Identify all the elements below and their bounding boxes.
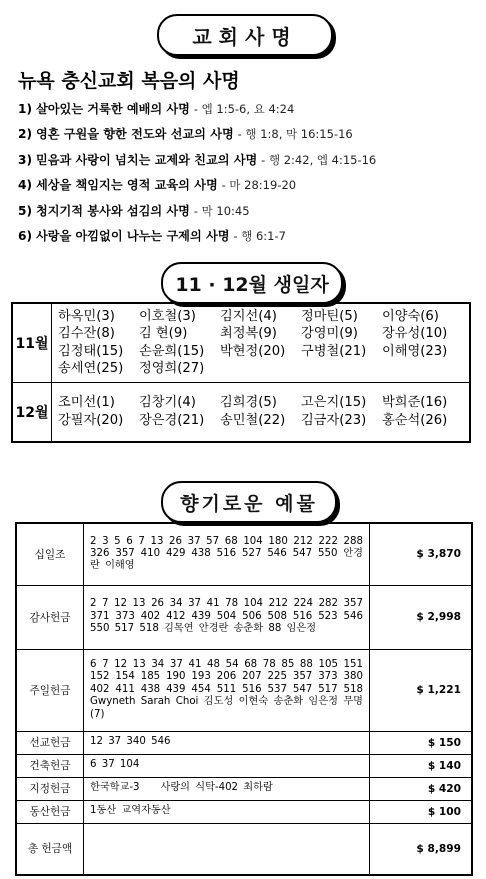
- birthday-name: 장은경(21): [139, 412, 205, 428]
- offering-total-donors: [84, 823, 370, 875]
- birthday-row-december: [12, 383, 470, 443]
- offering-donors: 6 7 12 13 34 37 41 48 54 68 78 85 88 105 151 152 154 185 190 193 206 207 225 357 373 380 402 411 438 439 454 511 516 537 547 517 518 Gwyneth Sarah Choi 김도성 이현숙 송춘화 임은정 무명 (7): [84, 649, 370, 731]
- mission-header-badge: [157, 14, 333, 56]
- mission-number: 5): [18, 203, 33, 218]
- offering-header: 향기로운 예물: [180, 492, 318, 515]
- mission-text: 청지기적 봉사와 섬김의 사명: [35, 203, 190, 218]
- birthday-name: 김 현(9): [139, 326, 188, 341]
- mission-text: 영혼 구원을 향한 전도와 선교의 사명: [35, 127, 234, 142]
- mission-text: 살아있는 거룩한 예배의 사명: [35, 102, 190, 116]
- birthday-name: 정마틴(5): [301, 308, 358, 324]
- birthday-name: 이호철(3): [139, 308, 196, 324]
- offering-total-row: [16, 823, 472, 875]
- offering-category: 십일조: [16, 523, 84, 585]
- birthday-name: 박현정(20): [220, 343, 286, 359]
- offering-category: 선교헌금: [16, 731, 84, 754]
- mission-header: 교회사명: [192, 24, 298, 49]
- birthday-name: 김지선(4): [220, 308, 277, 324]
- offering-row: [16, 585, 472, 649]
- offering-donors: 2 3 5 6 7 13 26 37 57 68 104 180 212 222 288 326 357 410 429 438 516 527 546 547 550 안경란 이해영: [84, 523, 370, 585]
- birthday-name: 이양숙(6): [382, 308, 439, 324]
- offering-table: [15, 522, 473, 876]
- mission-item: [18, 123, 376, 148]
- mission-text: 믿음과 사랑이 넘치는 교제와 친교의 사명: [35, 152, 258, 167]
- birthday-table: [11, 302, 471, 443]
- birthday-name: 조미선(1): [58, 395, 115, 410]
- birthday-month: 11월: [12, 303, 52, 383]
- birthday-month: 12월: [12, 383, 52, 443]
- mission-item: [18, 225, 376, 250]
- offering-amount: $ 150: [370, 731, 473, 754]
- mission-ref: - 마 28:19-20: [221, 178, 297, 193]
- offering-amount: $ 100: [370, 800, 473, 823]
- mission-text: 사랑을 아낌없이 나누는 구제의 사명: [35, 228, 230, 243]
- birthday-name: 손윤희(15): [139, 343, 205, 359]
- offering-row: [16, 800, 472, 823]
- offering-row: [16, 731, 472, 754]
- mission-ref: - 행 1:8, 막 16:15-16: [237, 127, 353, 142]
- offering-category: 주일헌금: [16, 649, 84, 731]
- birthday-name: 김금자(23): [301, 412, 367, 428]
- offering-amount: $ 140: [370, 754, 473, 777]
- offering-category: 감사헌금: [16, 585, 84, 649]
- birthday-name: 최정복(9): [220, 326, 277, 341]
- mission-number: 2): [18, 127, 33, 142]
- offering-row: [16, 777, 472, 800]
- mission-title: 뉴욕 충신교회 복음의 사명: [18, 70, 240, 92]
- birthday-row-november: [12, 303, 470, 383]
- birthday-name: 구병철(21): [301, 343, 367, 359]
- birthday-names: [52, 383, 471, 443]
- offering-amount: $ 420: [370, 777, 473, 800]
- mission-number: 3): [18, 152, 33, 167]
- birthday-name: 강필자(20): [58, 412, 124, 428]
- offering-category: 지정헌금: [16, 777, 84, 800]
- birthday-name: 김정태(15): [58, 343, 124, 359]
- birthday-name: 김희경(5): [220, 395, 277, 410]
- offering-category: 건축헌금: [16, 754, 84, 777]
- offering-donors: 12 37 340 546: [84, 731, 370, 754]
- mission-list: [18, 98, 376, 250]
- birthday-name: 하옥민(3): [58, 308, 115, 324]
- mission-ref: - 엡 1:5-6, 요 4:24: [193, 102, 295, 116]
- mission-item: [18, 98, 376, 123]
- mission-number: 6): [18, 228, 33, 243]
- offering-total-amount: $ 8,899: [370, 823, 473, 875]
- mission-item: [18, 149, 376, 174]
- offering-amount: $ 3,870: [370, 523, 473, 585]
- birthday-name: 송세연(25): [58, 361, 124, 376]
- mission-ref: - 막 10:45: [193, 203, 250, 218]
- offering-donors: 1동산 교역자동산: [84, 800, 370, 823]
- birthday-name: 김창기(4): [139, 395, 196, 410]
- mission-number: 1): [18, 102, 33, 116]
- birthday-name: 송민철(22): [220, 412, 286, 428]
- offering-category: 동산헌금: [16, 800, 84, 823]
- birthday-name: 이해영(23): [382, 343, 448, 359]
- mission-item: [18, 200, 376, 225]
- mission-ref: - 행 6:1-7: [233, 228, 286, 243]
- offering-amount: $ 2,998: [370, 585, 473, 649]
- birthday-header-badge: [161, 262, 343, 304]
- birthday-name: 강영미(9): [301, 326, 358, 341]
- offering-donors: 6 37 104: [84, 754, 370, 777]
- offering-amount: $ 1,221: [370, 649, 473, 731]
- offering-row: [16, 754, 472, 777]
- birthday-name: 정영희(27): [139, 361, 205, 376]
- mission-item: [18, 174, 376, 199]
- offering-donors: 한국학교-3 사랑의 식탁-402 최하람: [84, 777, 370, 800]
- offering-row: [16, 523, 472, 585]
- offering-row: [16, 649, 472, 731]
- offering-header-badge: [161, 481, 337, 523]
- birthday-header: 11 · 12월 생일자: [175, 273, 329, 296]
- offering-total-label: 총 헌금액: [16, 823, 84, 875]
- birthday-name: 김수잔(8): [58, 326, 115, 341]
- birthday-name: 고은지(15): [301, 395, 367, 410]
- mission-ref: - 행 2:42, 엡 4:15-16: [261, 152, 377, 167]
- mission-number: 4): [18, 178, 33, 193]
- mission-text: 세상을 책임지는 영적 교육의 사명: [35, 178, 218, 193]
- birthday-name: 장유성(10): [382, 326, 448, 341]
- offering-donors: 2 7 12 13 26 34 37 41 78 104 212 224 282 357 371 373 402 412 439 504 506 508 516 523 546 550 517 518 김목연 안경란 송춘화 88 임은정: [84, 585, 370, 649]
- birthday-name: 박희준(16): [382, 395, 448, 410]
- birthday-names: [52, 303, 471, 383]
- birthday-name: 홍순석(26): [382, 412, 448, 428]
